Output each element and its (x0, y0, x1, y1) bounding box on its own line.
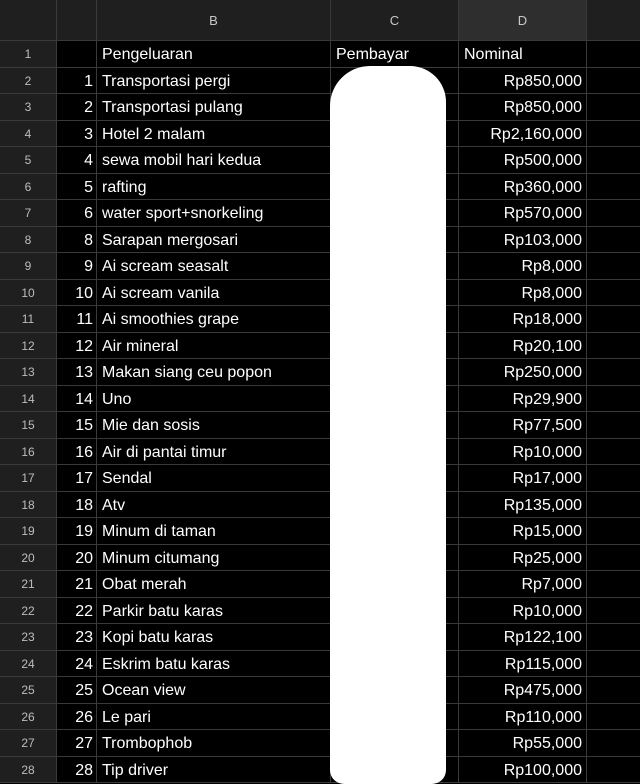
row-number[interactable]: 28 (0, 757, 57, 783)
cell-no[interactable]: 13 (57, 359, 97, 385)
row-number[interactable]: 3 (0, 94, 57, 120)
table-row (0, 651, 640, 678)
cell-no[interactable]: 23 (57, 624, 97, 650)
cell-nominal[interactable]: Rp15,000 (459, 518, 587, 544)
cell-no[interactable]: 17 (57, 465, 97, 491)
cell-pengeluaran[interactable]: Ai scream vanila (97, 280, 331, 306)
cell-nominal[interactable]: Rp7,000 (459, 571, 587, 597)
cell[interactable] (587, 386, 640, 412)
cell[interactable] (587, 571, 640, 597)
column-header-bar (0, 0, 640, 41)
row-number[interactable]: 24 (0, 651, 57, 677)
table-row (0, 227, 640, 254)
cell-no[interactable]: 6 (57, 200, 97, 226)
row-number[interactable]: 26 (0, 704, 57, 730)
cell-nominal[interactable]: Rp29,900 (459, 386, 587, 412)
row-number[interactable]: 11 (0, 306, 57, 332)
row-number[interactable]: 9 (0, 253, 57, 279)
cell[interactable] (587, 730, 640, 756)
row-number[interactable]: 2 (0, 68, 57, 94)
cell-pengeluaran[interactable]: Obat merah (97, 571, 331, 597)
cell-nominal[interactable]: Rp8,000 (459, 253, 587, 279)
cell-pengeluaran[interactable]: Minum citumang (97, 545, 331, 571)
cell[interactable] (587, 253, 640, 279)
table-row (0, 121, 640, 148)
cell-nominal[interactable]: Rp20,100 (459, 333, 587, 359)
row-number[interactable]: 6 (0, 174, 57, 200)
cell[interactable] (587, 465, 640, 491)
row-number[interactable]: 20 (0, 545, 57, 571)
table-row (0, 704, 640, 731)
cell[interactable] (587, 704, 640, 730)
redaction-mark (352, 700, 444, 784)
cell-no[interactable]: 12 (57, 333, 97, 359)
row-number[interactable]: 22 (0, 598, 57, 624)
cell-pengeluaran[interactable]: Air di pantai timur (97, 439, 331, 465)
cell-pengeluaran[interactable]: Uno (97, 386, 331, 412)
cell[interactable] (587, 624, 640, 650)
cell-no[interactable]: 2 (57, 94, 97, 120)
cell-pengeluaran[interactable]: Transportasi pergi (97, 68, 331, 94)
cell[interactable] (587, 200, 640, 226)
cell-nominal[interactable]: Rp110,000 (459, 704, 587, 730)
cell[interactable] (587, 359, 640, 385)
cell-pengeluaran[interactable]: Air mineral (97, 333, 331, 359)
redaction-mark (330, 66, 446, 784)
cell-nominal[interactable]: Rp55,000 (459, 730, 587, 756)
cell[interactable] (587, 306, 640, 332)
cell-header-nominal[interactable]: Nominal (459, 41, 587, 67)
row-number[interactable]: 17 (0, 465, 57, 491)
cell-no[interactable]: 22 (57, 598, 97, 624)
table-row (0, 730, 640, 757)
cell-pengeluaran[interactable]: Le pari (97, 704, 331, 730)
row-number[interactable]: 14 (0, 386, 57, 412)
column-header-c[interactable]: C (331, 0, 459, 40)
cell[interactable] (587, 545, 640, 571)
cell[interactable] (587, 41, 640, 67)
row-number[interactable]: 8 (0, 227, 57, 253)
cell-pengeluaran[interactable]: Transportasi pulang (97, 94, 331, 120)
cell-nominal[interactable]: Rp850,000 (459, 94, 587, 120)
table-row (0, 280, 640, 307)
cell-nominal[interactable]: Rp103,000 (459, 227, 587, 253)
cell-no[interactable]: 27 (57, 730, 97, 756)
cell-no[interactable]: 4 (57, 147, 97, 173)
cell-nominal[interactable]: Rp475,000 (459, 677, 587, 703)
cell-no[interactable]: 1 (57, 68, 97, 94)
cell-pengeluaran[interactable]: Ai scream seasalt (97, 253, 331, 279)
row-number[interactable]: 13 (0, 359, 57, 385)
cell-pengeluaran[interactable]: sewa mobil hari kedua (97, 147, 331, 173)
row-number[interactable]: 23 (0, 624, 57, 650)
row-number[interactable]: 15 (0, 412, 57, 438)
cell-pengeluaran[interactable]: water sport+snorkeling (97, 200, 331, 226)
cell[interactable] (587, 333, 640, 359)
cell-pengeluaran[interactable]: Trombophob (97, 730, 331, 756)
row-number[interactable]: 19 (0, 518, 57, 544)
cell-pengeluaran[interactable]: Kopi batu karas (97, 624, 331, 650)
cell-pengeluaran[interactable]: Hotel 2 malam (97, 121, 331, 147)
cell-no[interactable]: 5 (57, 174, 97, 200)
table-row (0, 253, 640, 280)
cell-nominal[interactable]: Rp10,000 (459, 598, 587, 624)
cell-no[interactable]: 28 (57, 757, 97, 783)
table-row (0, 439, 640, 466)
cell-pengeluaran[interactable]: Makan siang ceu popon (97, 359, 331, 385)
row-number[interactable]: 7 (0, 200, 57, 226)
cell-pengeluaran[interactable]: Mie dan sosis (97, 412, 331, 438)
table-row (0, 492, 640, 519)
cell-no[interactable]: 3 (57, 121, 97, 147)
cell-no[interactable]: 18 (57, 492, 97, 518)
table-row (0, 757, 640, 784)
cell-pengeluaran[interactable]: Parkir batu karas (97, 598, 331, 624)
column-header-e[interactable] (587, 0, 640, 40)
table-row (0, 624, 640, 651)
table-row (0, 465, 640, 492)
cell-no[interactable]: 15 (57, 412, 97, 438)
cell-pengeluaran[interactable]: rafting (97, 174, 331, 200)
cell-nominal[interactable]: Rp135,000 (459, 492, 587, 518)
cell[interactable] (587, 147, 640, 173)
cell[interactable] (587, 757, 640, 783)
cell-nominal[interactable]: Rp115,000 (459, 651, 587, 677)
cell-nominal[interactable]: Rp100,000 (459, 757, 587, 783)
row-number[interactable]: 18 (0, 492, 57, 518)
cell[interactable] (587, 174, 640, 200)
cell-nominal[interactable]: Rp17,000 (459, 465, 587, 491)
cell-nominal[interactable]: Rp18,000 (459, 306, 587, 332)
cell-no[interactable]: 8 (57, 227, 97, 253)
cell-no[interactable]: 25 (57, 677, 97, 703)
cell-nominal[interactable]: Rp2,160,000 (459, 121, 587, 147)
cell[interactable] (587, 412, 640, 438)
cell[interactable] (587, 68, 640, 94)
cell-nominal[interactable]: Rp8,000 (459, 280, 587, 306)
column-header-b[interactable]: B (97, 0, 331, 40)
table-row (0, 306, 640, 333)
table-row (0, 333, 640, 360)
table-row (0, 677, 640, 704)
table-row (0, 545, 640, 572)
cell-nominal[interactable]: Rp570,000 (459, 200, 587, 226)
cell-no[interactable]: 9 (57, 253, 97, 279)
cell-header-pengeluaran[interactable]: Pengeluaran (97, 41, 331, 67)
row-number[interactable]: 10 (0, 280, 57, 306)
row-number[interactable]: 27 (0, 730, 57, 756)
cell-pengeluaran[interactable]: Tip driver (97, 757, 331, 783)
cell[interactable] (587, 439, 640, 465)
cell-nominal[interactable]: Rp77,500 (459, 412, 587, 438)
cell-pengeluaran[interactable]: Minum di taman (97, 518, 331, 544)
row-number[interactable]: 21 (0, 571, 57, 597)
table-row (0, 68, 640, 95)
table-row (0, 412, 640, 439)
cell-pengeluaran[interactable]: Sendal (97, 465, 331, 491)
cell-nominal[interactable]: Rp250,000 (459, 359, 587, 385)
row-number[interactable]: 5 (0, 147, 57, 173)
cell[interactable] (587, 121, 640, 147)
cell[interactable] (587, 94, 640, 120)
cell-nominal[interactable]: Rp10,000 (459, 439, 587, 465)
cell-nominal[interactable]: Rp500,000 (459, 147, 587, 173)
cell[interactable] (587, 518, 640, 544)
cell-no[interactable]: 10 (57, 280, 97, 306)
cell[interactable] (57, 41, 97, 67)
table-row (0, 386, 640, 413)
cell-no[interactable]: 20 (57, 545, 97, 571)
spreadsheet-grid (0, 41, 640, 783)
cell-nominal[interactable]: Rp360,000 (459, 174, 587, 200)
cell-pengeluaran[interactable]: Ai smoothies grape (97, 306, 331, 332)
cell-no[interactable]: 21 (57, 571, 97, 597)
cell-header-pembayar[interactable]: Pembayar (331, 41, 459, 67)
cell-no[interactable]: 16 (57, 439, 97, 465)
cell-no[interactable]: 24 (57, 651, 97, 677)
table-header-row (0, 41, 640, 68)
cell-nominal[interactable]: Rp25,000 (459, 545, 587, 571)
column-header-d[interactable]: D (459, 0, 587, 40)
row-number[interactable]: 1 (0, 41, 57, 67)
select-all-corner[interactable] (0, 0, 57, 40)
cell-no[interactable]: 19 (57, 518, 97, 544)
table-row (0, 174, 640, 201)
table-row (0, 359, 640, 386)
table-row (0, 518, 640, 545)
cell[interactable] (587, 227, 640, 253)
table-row (0, 200, 640, 227)
cell-pengeluaran[interactable]: Ocean view (97, 677, 331, 703)
column-header-a[interactable] (57, 0, 97, 40)
table-row (0, 598, 640, 625)
cell-pengeluaran[interactable]: Eskrim batu karas (97, 651, 331, 677)
cell-no[interactable]: 14 (57, 386, 97, 412)
cell[interactable] (587, 280, 640, 306)
cell-nominal[interactable]: Rp122,100 (459, 624, 587, 650)
row-number[interactable]: 16 (0, 439, 57, 465)
table-row (0, 147, 640, 174)
row-number[interactable]: 25 (0, 677, 57, 703)
table-row (0, 94, 640, 121)
cell-pengeluaran[interactable]: Atv (97, 492, 331, 518)
cell-no[interactable]: 11 (57, 306, 97, 332)
cell[interactable] (587, 651, 640, 677)
cell[interactable] (587, 492, 640, 518)
cell-no[interactable]: 26 (57, 704, 97, 730)
row-number[interactable]: 12 (0, 333, 57, 359)
cell[interactable] (587, 598, 640, 624)
cell[interactable] (587, 677, 640, 703)
table-row (0, 571, 640, 598)
cell-pengeluaran[interactable]: Sarapan mergosari (97, 227, 331, 253)
row-number[interactable]: 4 (0, 121, 57, 147)
cell-nominal[interactable]: Rp850,000 (459, 68, 587, 94)
